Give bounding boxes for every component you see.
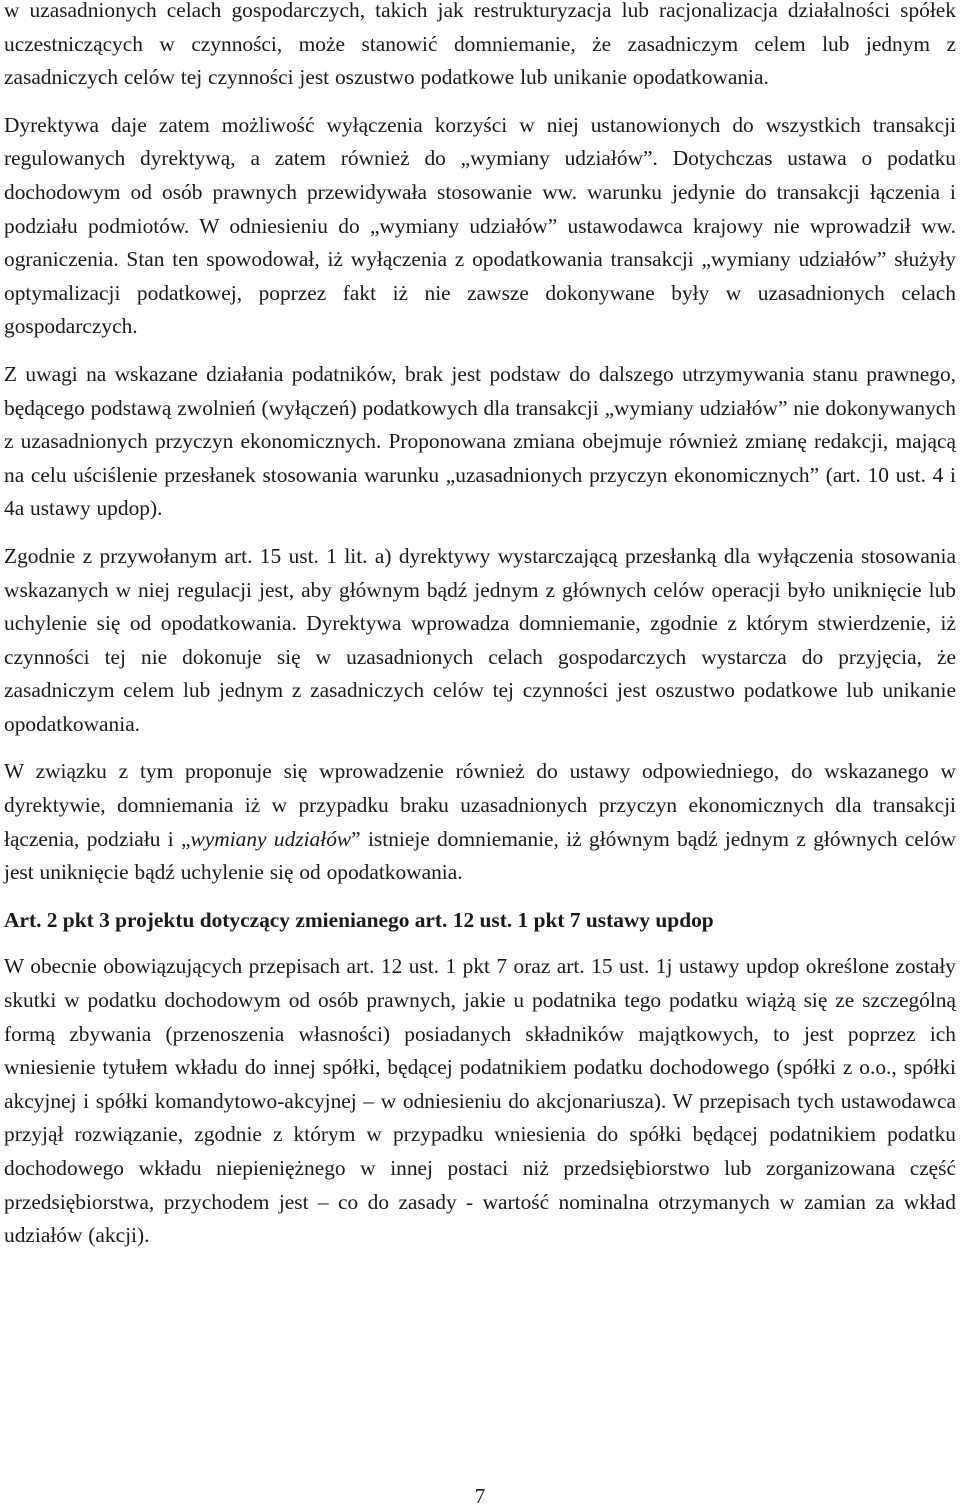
paragraph-5-italic-term: wymiany udziałów [190,826,352,851]
paragraph-6: W obecnie obowiązujących przepisach art. 12 ust. 1 pkt 7 oraz art. 15 ust. 1j ustawy updop określone zostały skutki w podatku dochodowym od osób prawnych, jakie u podatnika tego podatku wiążą się ze szczególną formą zbywania (przenoszenia własności) posiadanych składników majątkowych, to jest poprzez ich wniesienie tytułem wkładu do innej spółki, będącej podatnikiem podatku dochodowego (spółki z o.o., spółki akcyjnej i spółki komandytowo-akcyjnej – w odniesieniu do akcjonariusza). W przepisach tych ustawodawca przyjął rozwiązanie, zgodnie z którym w przypadku wniesienia do spółki będącej podatnikiem podatku dochodowego wkładu niepieniężnego w innej postaci niż przedsiębiorstwo lub zorganizowana część przedsiębiorstwa, przychodem jest – co do zasady - wartość nominalna otrzymanych w zamian za wkład udziałów (akcji). [4,954,956,1248]
paragraph-2: Dyrektywa daje zatem możliwość wyłączenia korzyści w niej ustanowionych do wszystkich transakcji regulowanych dyrektywą, a zatem również do „wymiany udziałów”. Dotychczas ustawa o podatku dochodowym od osób prawnych przewidywała stosowanie ww. warunku jedynie do transakcji łączenia i podziału podmiotów. W odniesieniu do „wymiany udziałów” ustawodawca krajowy nie wprowadził ww. ograniczenia. Stan ten spowodował, iż wyłączenia z opodatkowania transakcji „wymiany udziałów” służyły optymalizacji podatkowej, poprzez fakt iż nie zawsze dokonywane były w uzasadnionych celach gospodarczych. [4,112,956,339]
paragraph-5 [4,755,956,889]
document-page [4,0,956,1267]
paragraph-4: Zgodnie z przywołanym art. 15 ust. 1 lit. a) dyrektywy wystarczającą przesłanką dla wyłączenia stosowania wskazanych w niej regulacji jest, aby głównym bądź jednym z głównych celów operacji było uniknięcie lub uchylenie się od opodatkowania. Dyrektywa wprowadza domniemanie, zgodnie z którym stwierdzenie, iż czynności tej nie dokonuje się w uzasadnionych celach gospodarczych wystarcza do przyjęcia, że zasadniczym celem lub jednym z zasadniczych celów tej czynności jest oszustwo podatkowe lub unikanie opodatkowania. [4,543,956,736]
paragraph-5-text-after: ” istnieje domniemanie, iż głównym bądź jednym z głównych celów jest uniknięcie bądź uchylenie się od opodatkowania. [4,826,956,885]
paragraph-1: w uzasadnionych celach gospodarczych, takich jak restrukturyzacja lub racjonalizacja działalności spółek uczestniczących w czynności, może stanowić domniemanie, że zasadniczym celem lub jednym z zasadniczych celów tej czynności jest oszustwo podatkowe lub unikanie opodatkowania. [4,0,956,90]
page-number: 7 [474,1484,486,1508]
paragraph-3: Z uwagi na wskazane działania podatników, brak jest podstaw do dalszego utrzymywania stanu prawnego, będącego podstawą zwolnień (wyłączeń) podatkowych dla transakcji „wymiany udziałów” nie dokonywanych z uzasadnionych przyczyn ekonomicznych. Proponowana zmiana obejmuje również zmianę redakcji, mającą na celu uściślenie przesłanek stosowania warunku „uzasadnionych przyczyn ekonomicznych” (art. 10 ust. 4 i 4a ustawy updop). [4,361,956,521]
section-heading: Art. 2 pkt 3 projektu dotyczący zmienianego art. 12 ust. 1 pkt 7 ustawy updop [4,907,714,932]
paragraph-5-text-before: W związku z tym proponuje się wprowadzenie również do ustawy odpowiedniego, do wskazanego w dyrektywie, domniemania iż w przypadku braku uzasadnionych przyczyn ekonomicznych dla transakcji łączenia, podziału i „ [4,759,956,851]
